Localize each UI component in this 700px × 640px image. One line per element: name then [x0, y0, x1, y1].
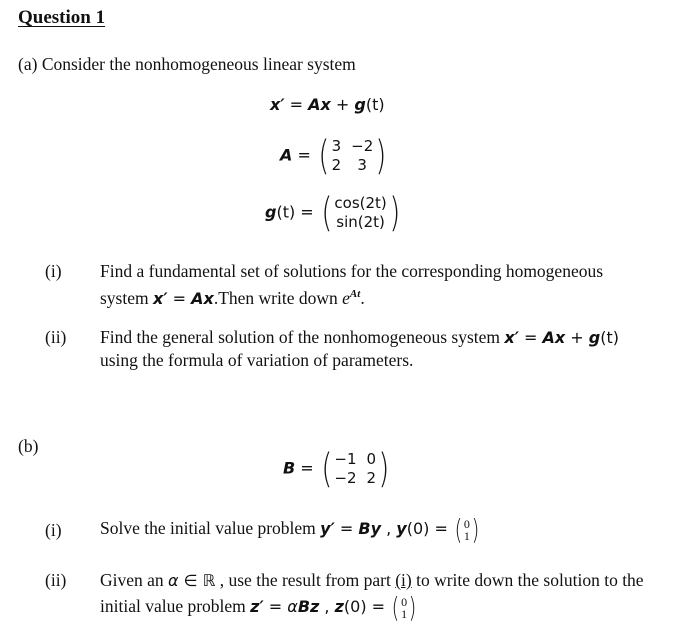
part-b-label: (b): [18, 436, 39, 456]
part-b-ii-line1: Given an α ∈ ℝ , use the result from part (i) to write down the solution to the: [100, 570, 644, 590]
matrix-a: [316, 133, 389, 179]
part-b-i-text: Solve the initial value problem y′ = By , y(0) = ( 0 1 ): [100, 513, 480, 546]
part-a-i-line2: system x′ = Ax.Then write down $e^{At}$.: [100, 287, 365, 308]
right-paren: ): [375, 133, 387, 179]
matrix-b: [319, 446, 392, 492]
part-a-i-label: (i): [45, 261, 62, 281]
matrix-b-cell: −2: [334, 469, 357, 487]
part-a-ii-line1: Find the general solution of the nonhomogeneous system x′ = Ax + g(t): [100, 327, 620, 347]
right-paren: ): [389, 190, 401, 236]
left-paren: (: [321, 190, 333, 236]
question-heading: Question 1: [18, 7, 106, 28]
part-a-i-line1: Find a fundamental set of solutions for the corresponding homogeneous: [100, 261, 604, 281]
part-b-ii-label: (ii): [45, 570, 67, 590]
part-a-ii-line2: using the formula of variation of parameters.: [100, 350, 414, 370]
part-a-label: (a): [18, 54, 38, 74]
initial-vector-z: ( 0 1 ): [391, 591, 417, 624]
matrix-a-definition: A = ( 3 −2 2 3 ): [280, 136, 389, 176]
left-paren: (: [318, 133, 330, 179]
g-vector-entry: cos(2t): [334, 194, 387, 212]
initial-vector-y: ( 0 1 ): [454, 513, 480, 546]
part-b-ii-line2: initial value problem z′ = αBz , z(0) = ( 0 1 ): [100, 591, 417, 624]
matrix-a-cell: 2: [331, 156, 342, 174]
right-paren: ): [378, 446, 390, 492]
system-equation: x′ = Ax + g(t): [270, 95, 385, 114]
g-vector: [319, 190, 403, 236]
g-definition: g(t) = ( cos(2t) sin(2t) ): [265, 193, 402, 233]
part-a-ii-label: (ii): [45, 327, 67, 347]
matrix-a-cell: −2: [351, 137, 374, 155]
matrix-b-cell: −1: [334, 450, 357, 468]
part-b-i-label: (i): [45, 520, 62, 540]
matrix-b-cell: 2: [366, 469, 377, 487]
matrix-b-definition: B = ( −1 0 −2 2 ): [283, 449, 392, 489]
part-i-reference: (i): [395, 570, 412, 590]
left-paren: (: [321, 446, 333, 492]
part-a-intro: [18, 52, 356, 76]
matrix-a-cell: 3: [357, 156, 367, 174]
matrix-b-cell: 0: [366, 450, 377, 468]
g-vector-entry: sin(2t): [336, 213, 385, 231]
matrix-a-cell: 3: [331, 137, 342, 155]
part-a-intro-text: Consider the nonhomogeneous linear system: [41, 54, 356, 74]
